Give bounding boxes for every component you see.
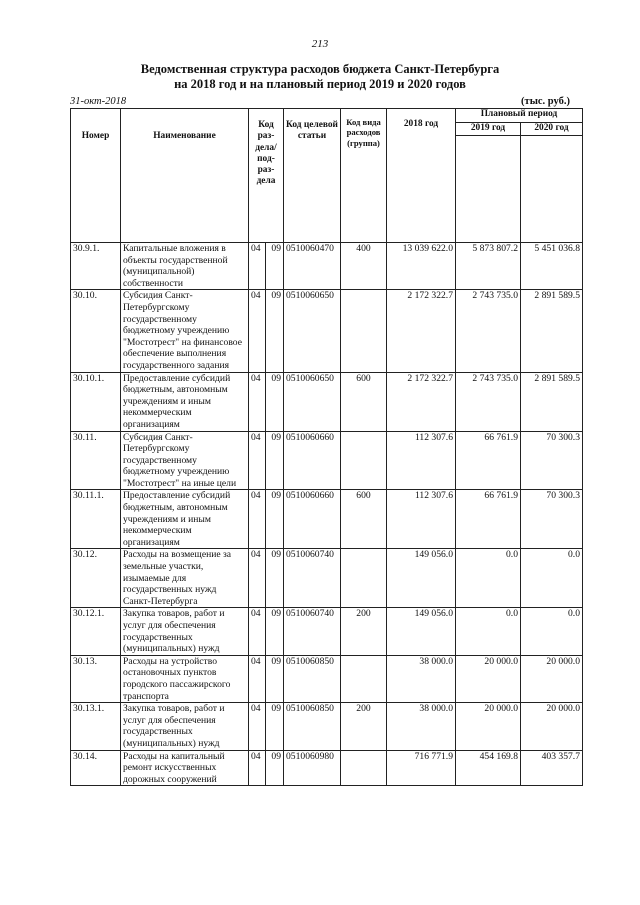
row-name: Расходы на возмещение за земельные участки, изымаемые для государственных нужд Санкт-Петербурга xyxy=(121,549,249,608)
header-section-code: Код раз- дела/ под- раз- дела xyxy=(249,109,284,243)
row-amount-2020: 0.0 xyxy=(521,549,583,608)
row-amount-2020: 70 300.3 xyxy=(521,431,583,490)
row-expense-type: 200 xyxy=(341,608,387,655)
row-target-code: 0510060980 xyxy=(284,750,341,786)
row-amount-2018: 2 172 322.7 xyxy=(387,290,456,372)
row-expense-type: 200 xyxy=(341,703,387,750)
row-amount-2020: 403 357.7 xyxy=(521,750,583,786)
table-row xyxy=(71,750,583,786)
row-section: 04 xyxy=(249,490,266,549)
row-expense-type xyxy=(341,290,387,372)
header-plan-period: Плановый период xyxy=(456,109,583,123)
row-target-code: 0510060850 xyxy=(284,703,341,750)
row-subsection: 09 xyxy=(266,655,284,702)
row-section: 04 xyxy=(249,703,266,750)
row-section: 04 xyxy=(249,549,266,608)
units-label: (тыс. руб.) xyxy=(521,96,570,107)
table-row xyxy=(71,372,583,431)
row-expense-type xyxy=(341,549,387,608)
table-body xyxy=(71,243,583,786)
row-expense-type: 600 xyxy=(341,490,387,549)
row-amount-2019: 66 761.9 xyxy=(456,431,521,490)
header-expense-type-code: Код вида расходов (группа) xyxy=(341,109,387,243)
row-name: Расходы на устройство остановочных пунктов городского пассажирского транспорта xyxy=(121,655,249,702)
header-target-code: Код целевой статьи xyxy=(284,109,341,243)
row-subsection: 09 xyxy=(266,431,284,490)
table-row xyxy=(71,549,583,608)
table-row xyxy=(71,703,583,750)
row-number: 30.11. xyxy=(71,431,121,490)
row-amount-2019: 20 000.0 xyxy=(456,703,521,750)
row-expense-type: 400 xyxy=(341,243,387,290)
row-subsection: 09 xyxy=(266,549,284,608)
row-target-code: 0510060470 xyxy=(284,243,341,290)
row-expense-type: 600 xyxy=(341,372,387,431)
row-name: Расходы на капитальный ремонт искусственных дорожных сооружений xyxy=(121,750,249,786)
row-subsection: 09 xyxy=(266,490,284,549)
row-amount-2019: 20 000.0 xyxy=(456,655,521,702)
row-amount-2018: 13 039 622.0 xyxy=(387,243,456,290)
row-subsection: 09 xyxy=(266,608,284,655)
row-section: 04 xyxy=(249,290,266,372)
table-row xyxy=(71,290,583,372)
row-amount-2019: 0.0 xyxy=(456,608,521,655)
row-target-code: 0510060660 xyxy=(284,490,341,549)
row-section: 04 xyxy=(249,750,266,786)
row-amount-2018: 112 307.6 xyxy=(387,431,456,490)
title-line-2: на 2018 год и на плановый период 2019 и 2020 годов xyxy=(174,77,466,91)
row-subsection: 09 xyxy=(266,703,284,750)
row-expense-type xyxy=(341,750,387,786)
table-row xyxy=(71,243,583,290)
row-name: Закупка товаров, работ и услуг для обеспечения государственных (муниципальных) нужд xyxy=(121,608,249,655)
row-subsection: 09 xyxy=(266,290,284,372)
row-subsection: 09 xyxy=(266,372,284,431)
header-spacer xyxy=(521,136,583,243)
row-amount-2020: 20 000.0 xyxy=(521,655,583,702)
table-row xyxy=(71,490,583,549)
budget-table xyxy=(70,108,583,786)
header-number: Номер xyxy=(71,109,121,243)
row-expense-type xyxy=(341,431,387,490)
table-row xyxy=(71,431,583,490)
header-name: Наименование xyxy=(121,109,249,243)
row-name: Субсидия Санкт-Петербургскому государственному бюджетному учреждению "Мостотрест" на иные цели xyxy=(121,431,249,490)
row-amount-2020: 20 000.0 xyxy=(521,703,583,750)
row-amount-2020: 70 300.3 xyxy=(521,490,583,549)
row-number: 30.10.1. xyxy=(71,372,121,431)
table-header xyxy=(71,109,583,243)
row-amount-2018: 716 771.9 xyxy=(387,750,456,786)
row-target-code: 0510060660 xyxy=(284,431,341,490)
table-row xyxy=(71,655,583,702)
row-amount-2020: 2 891 589.5 xyxy=(521,290,583,372)
row-amount-2019: 2 743 735.0 xyxy=(456,290,521,372)
row-section: 04 xyxy=(249,608,266,655)
row-amount-2018: 112 307.6 xyxy=(387,490,456,549)
row-section: 04 xyxy=(249,372,266,431)
row-name: Закупка товаров, работ и услуг для обеспечения государственных (муниципальных) нужд xyxy=(121,703,249,750)
row-number: 30.11.1. xyxy=(71,490,121,549)
row-expense-type xyxy=(341,655,387,702)
document-title xyxy=(0,62,640,92)
row-amount-2020: 2 891 589.5 xyxy=(521,372,583,431)
row-amount-2020: 0.0 xyxy=(521,608,583,655)
row-section: 04 xyxy=(249,243,266,290)
row-target-code: 0510060650 xyxy=(284,372,341,431)
row-amount-2018: 149 056.0 xyxy=(387,608,456,655)
row-amount-2018: 149 056.0 xyxy=(387,549,456,608)
row-amount-2018: 2 172 322.7 xyxy=(387,372,456,431)
row-name: Предоставление субсидий бюджетным, автономным учреждениям и иным некоммерческим организациям xyxy=(121,490,249,549)
row-number: 30.14. xyxy=(71,750,121,786)
row-amount-2019: 454 169.8 xyxy=(456,750,521,786)
table-row xyxy=(71,608,583,655)
row-amount-2018: 38 000.0 xyxy=(387,703,456,750)
header-year-2020: 2020 год xyxy=(521,123,583,136)
row-amount-2019: 0.0 xyxy=(456,549,521,608)
row-amount-2019: 5 873 807.2 xyxy=(456,243,521,290)
header-spacer xyxy=(456,136,521,243)
page-number: 213 xyxy=(311,38,329,50)
row-target-code: 0510060850 xyxy=(284,655,341,702)
row-target-code: 0510060740 xyxy=(284,549,341,608)
row-amount-2019: 2 743 735.0 xyxy=(456,372,521,431)
row-number: 30.12. xyxy=(71,549,121,608)
row-number: 30.9.1. xyxy=(71,243,121,290)
row-number: 30.13.1. xyxy=(71,703,121,750)
row-section: 04 xyxy=(249,655,266,702)
row-amount-2019: 66 761.9 xyxy=(456,490,521,549)
row-name: Предоставление субсидий бюджетным, автономным учреждениям и иным некоммерческим организациям xyxy=(121,372,249,431)
row-name: Субсидия Санкт-Петербургскому государственному бюджетному учреждению "Мостотрест" на финансовое обеспечение выполнения государственного задания xyxy=(121,290,249,372)
row-subsection: 09 xyxy=(266,750,284,786)
row-name: Капитальные вложения в объекты государственной (муниципальной) собственности xyxy=(121,243,249,290)
row-subsection: 09 xyxy=(266,243,284,290)
row-amount-2020: 5 451 036.8 xyxy=(521,243,583,290)
row-number: 30.13. xyxy=(71,655,121,702)
row-section: 04 xyxy=(249,431,266,490)
row-number: 30.10. xyxy=(71,290,121,372)
row-target-code: 0510060650 xyxy=(284,290,341,372)
header-year-2019: 2019 год xyxy=(456,123,521,136)
row-amount-2018: 38 000.0 xyxy=(387,655,456,702)
header-year-2018: 2018 год xyxy=(387,109,456,243)
title-line-1: Ведомственная структура расходов бюджета Санкт-Петербурга xyxy=(140,62,500,76)
row-number: 30.12.1. xyxy=(71,608,121,655)
row-target-code: 0510060740 xyxy=(284,608,341,655)
document-date: 31-окт-2018 xyxy=(70,96,127,107)
